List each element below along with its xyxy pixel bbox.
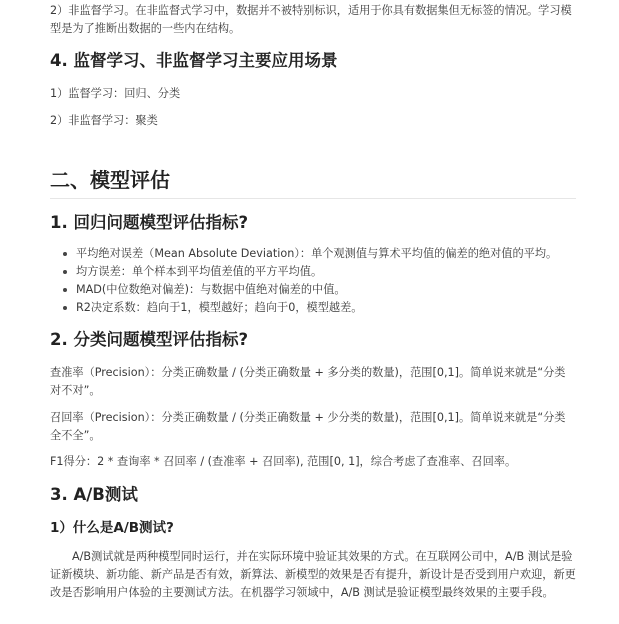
abtest-heading: 3. A/B测试 (50, 485, 138, 504)
list-item: 平均绝对误差（Mean Absolute Deviation）：单个观测值与算术平均值的偏差的绝对值的平均。 (50, 245, 576, 263)
recall-paragraph: 召回率（Precision）：分类正确数量 / (分类正确数量 + 少分类的数量)，范围[0,1]。简单说来就是“分类全不全”。 (50, 411, 566, 442)
section4-heading: 4. 监督学习、非监督学习主要应用场景 (50, 51, 338, 70)
abtest-subheading: 1）什么是A/B测试? (50, 520, 174, 536)
list-item: 均方误差：单个样本到平均值差值的平方平均值。 (50, 263, 576, 281)
classification-heading: 2. 分类问题模型评估指标? (50, 330, 249, 349)
section4-item-2: 2）非监督学习：聚类 (50, 114, 158, 127)
abtest-paragraph: A/B测试就是两种模型同时运行，并在实际环境中验证其效果的方式。在互联网公司中，A/B 测试是验证新模块、新功能、新产品是否有效，新算法、新模型的效果是否有提升，新设计是否受到用户欢迎，新更改是否影响用户体验的主要测试方法。在机器学习领域中，A/B 测试是验证模型最终效果的主要手段。 (50, 550, 576, 599)
regression-metrics-list (50, 245, 576, 317)
precision-paragraph: 查准率（Precision）：分类正确数量 / (分类正确数量 + 多分类的数量)，范围[0,1]。简单说来就是“分类对不对”。 (50, 366, 566, 397)
regression-heading: 1. 回归问题模型评估指标? (50, 213, 249, 232)
chapter-heading: 二、模型评估 (50, 168, 170, 192)
f1-paragraph: F1得分：2 * 查询率 * 召回率 / (查准率 + 召回率), 范围[0, 1]，综合考虑了查准率、召回率。 (50, 455, 517, 468)
chapter-divider (50, 198, 576, 199)
list-item: MAD(中位数绝对偏差)：与数据中值绝对偏差的中值。 (50, 281, 576, 299)
section4-item-1: 1）监督学习：回归、分类 (50, 87, 181, 100)
list-item: R2决定系数：趋向于1，模型越好；趋向于0，模型越差。 (50, 299, 576, 317)
intro-paragraph: 2）非监督学习。在非监督式学习中，数据并不被特别标识，适用于你具有数据集但无标签的情况。学习模型是为了推断出数据的一些内在结构。 (50, 4, 572, 35)
